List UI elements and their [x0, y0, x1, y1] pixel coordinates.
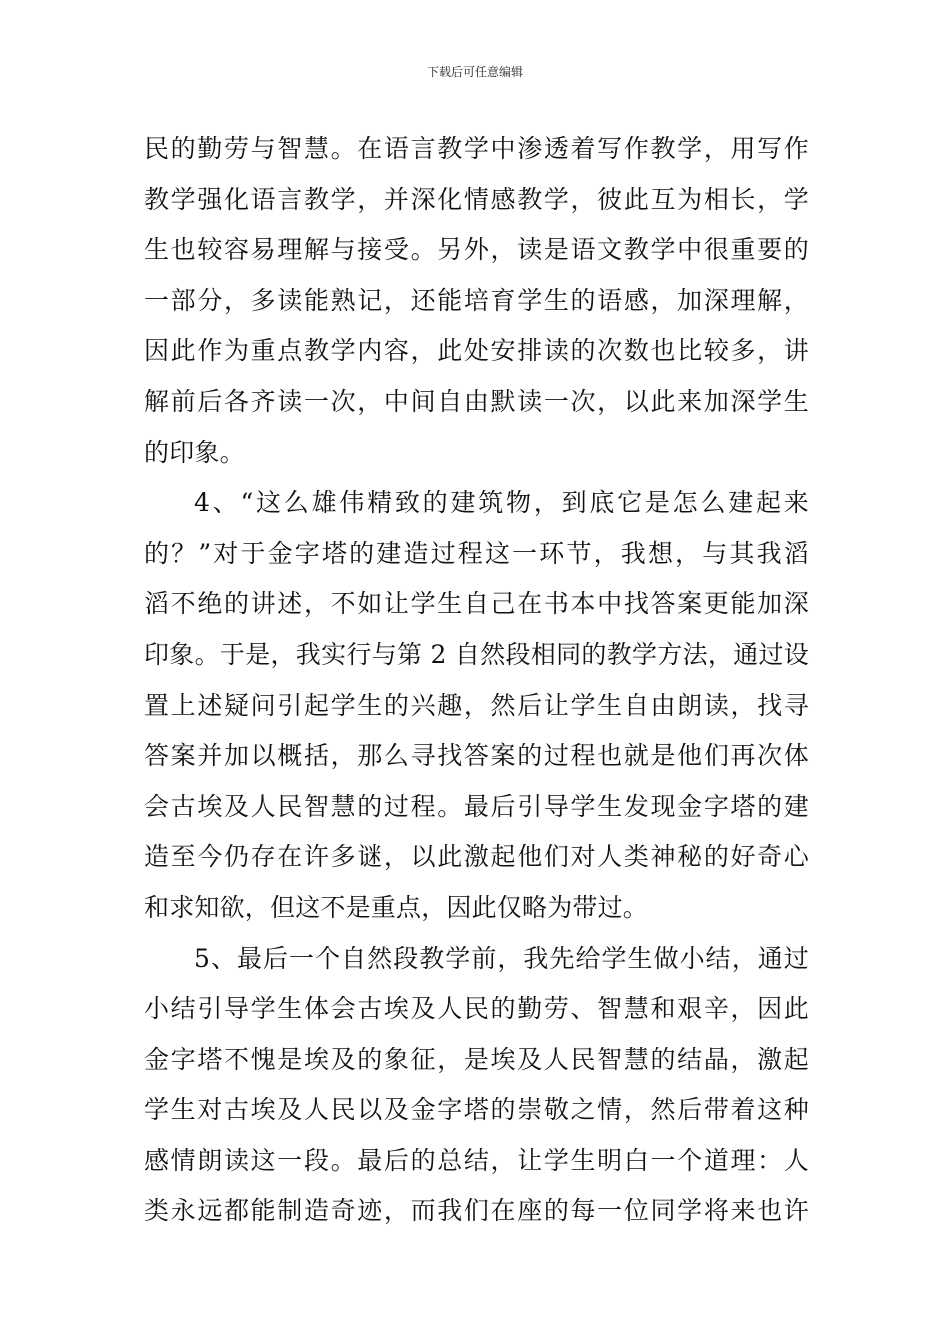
- paragraph-1-line-5: 因此作为重点教学内容，此处安排读的次数也比较多，讲: [144, 336, 809, 366]
- paragraph-1-line-3: 生也较容易理解与接受。另外，读是语文教学中很重要的: [144, 235, 809, 265]
- paragraph-2-line-2: 的？”对于金字塔的建造过程这一环节，我想，与其我滔: [144, 538, 809, 568]
- paragraph-3-line-6: 类永远都能制造奇迹，而我们在座的每一位同学将来也许: [144, 1196, 809, 1226]
- paragraph-1-line-2: 教学强化语言教学，并深化情感教学，彼此互为相长，学: [144, 184, 809, 214]
- paragraph-1-line-7: 的印象。: [144, 437, 245, 467]
- paragraph-3-line-2: 小结引导学生体会古埃及人民的勤劳、智慧和艰辛，因此: [144, 994, 809, 1024]
- paragraph-3-line-3: 金字塔不愧是埃及的象征，是埃及人民智慧的结晶，激起: [144, 1044, 809, 1074]
- paragraph-1-line-6: 解前后各齐读一次，中间自由默读一次，以此来加深学生: [144, 386, 809, 416]
- paragraph-2-line-6: 答案并加以概括，那么寻找答案的过程也就是他们再次体: [144, 741, 809, 771]
- body-text: [144, 124, 809, 1237]
- paragraph-3-line-4: 学生对古埃及人民以及金字塔的崇敬之情，然后带着这种: [144, 1095, 809, 1125]
- paragraph-2-line-3: 滔不绝的讲述，不如让学生自己在书本中找答案更能加深: [144, 589, 809, 619]
- paragraph-2-line-8: 造至今仍存在许多谜，以此激起他们对人类神秘的好奇心: [144, 842, 809, 872]
- paragraph-3-line-1: 5、最后一个自然段教学前，我先给学生做小结，通过: [194, 943, 809, 973]
- paragraph-2-line-1: 4、“这么雄伟精致的建筑物，到底它是怎么建起来: [194, 488, 809, 518]
- page-header: 下载后可任意编辑: [426, 65, 523, 79]
- paragraph-2-line-7: 会古埃及人民智慧的过程。最后引导学生发现金字塔的建: [144, 791, 809, 821]
- paragraph-2-line-4: 印象。于是，我实行与第 2 自然段相同的教学方法，通过设: [144, 639, 809, 669]
- paragraph-3-line-5: 感情朗读这一段。最后的总结，让学生明白一个道理：人: [144, 1145, 809, 1175]
- paragraph-2-line-9: 和求知欲，但这不是重点，因此仅略为带过。: [144, 892, 649, 922]
- paragraph-1-line-4: 一部分，多读能熟记，还能培育学生的语感，加深理解，: [144, 285, 809, 315]
- paragraph-2-line-5: 置上述疑问引起学生的兴趣，然后让学生自由朗读，找寻: [144, 690, 809, 720]
- paragraph-1-line-1: 民的勤劳与智慧。在语言教学中渗透着写作教学，用写作: [144, 134, 809, 163]
